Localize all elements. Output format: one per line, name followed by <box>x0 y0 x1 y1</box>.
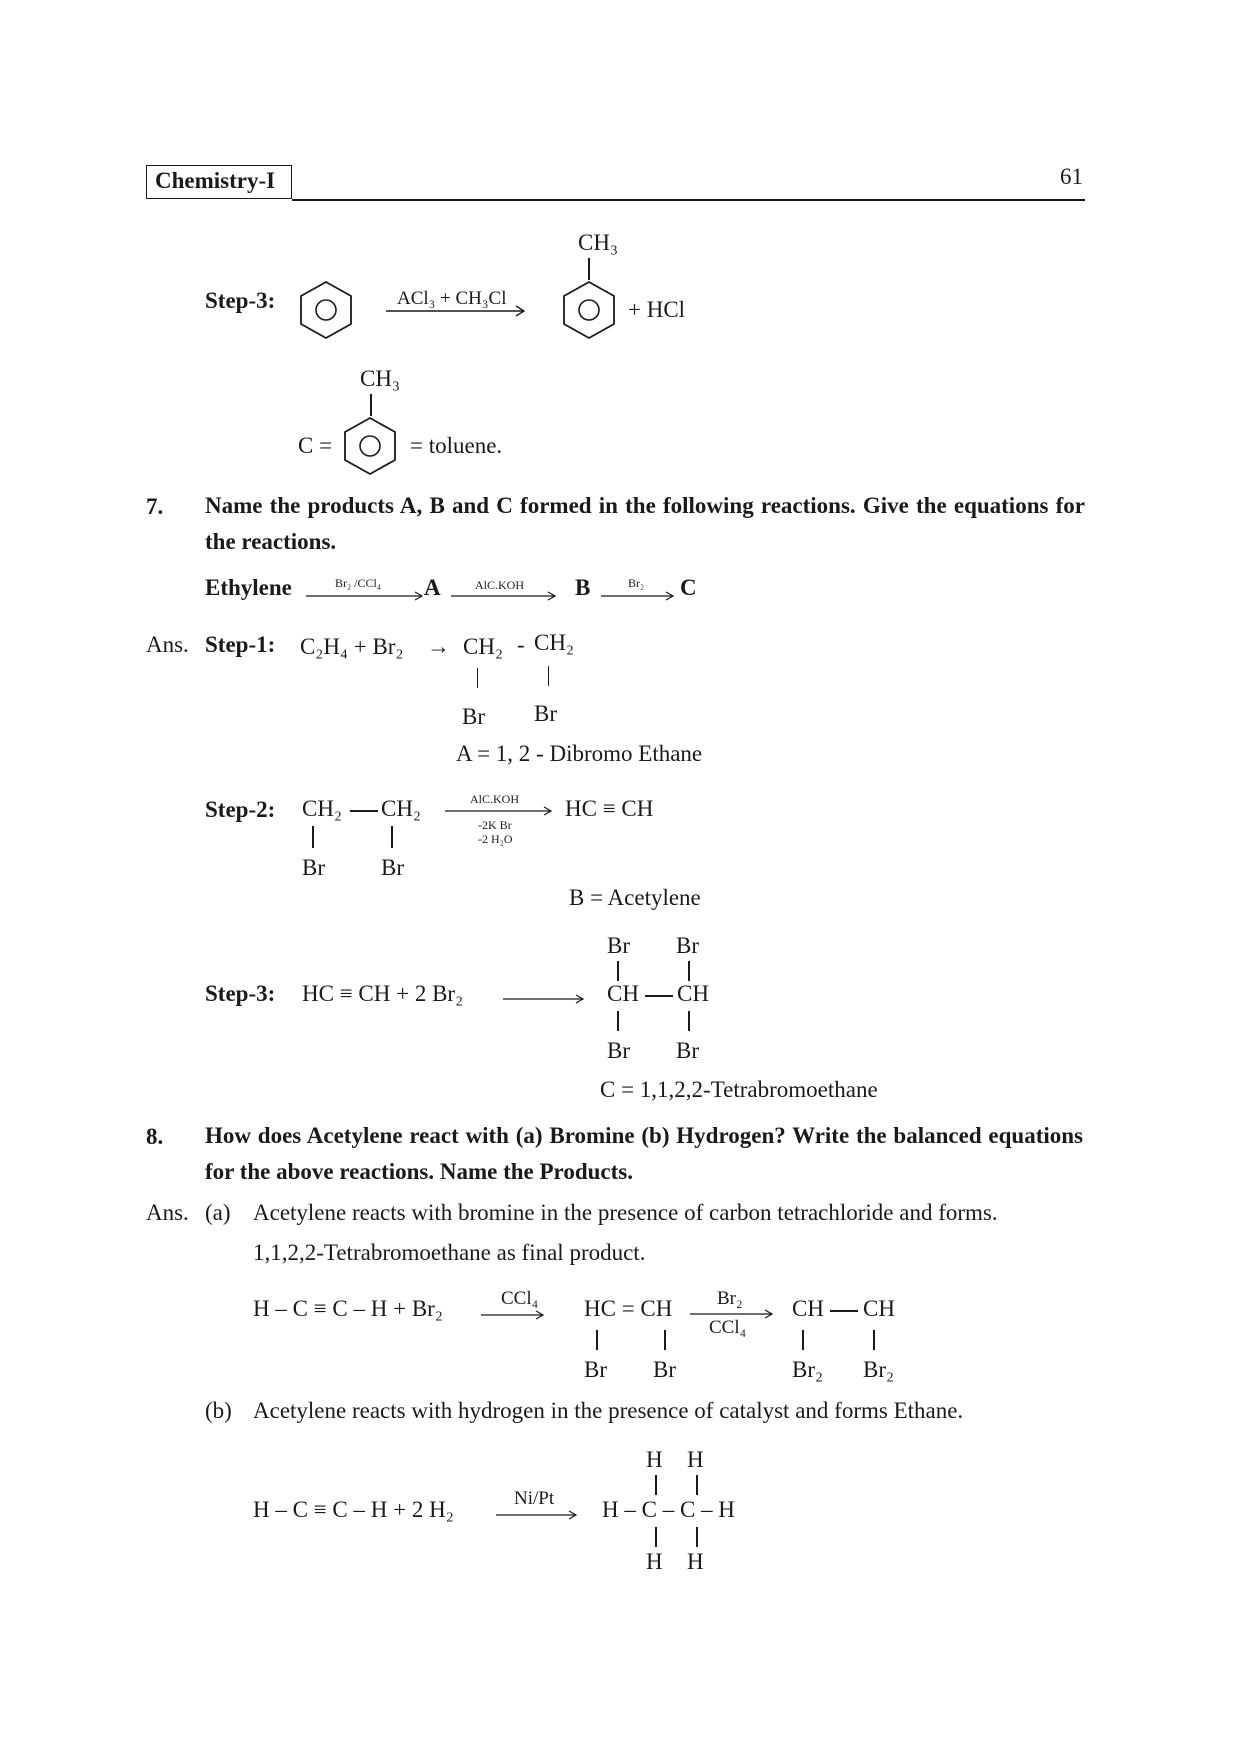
eq-a-reactant: H – C ≡ C – H + Br₂ <box>253 1296 443 1321</box>
step1-result: A = 1, 2 - Dibromo Ethane <box>456 741 703 766</box>
benzene-ring-icon <box>298 279 354 339</box>
step1-arrow: → <box>427 634 450 659</box>
c-lhs: C = <box>298 433 333 458</box>
step1-label: Step-1: <box>205 632 276 657</box>
q8-number: 8. <box>146 1124 164 1149</box>
step2-bond-1 <box>312 826 314 848</box>
eq-a-r2-top: Br₂ <box>717 1288 743 1309</box>
q7-text: Name the products A, B and C formed in the following reactions. Give the equations for the reactions. <box>205 493 1085 554</box>
eq-b-reactant: H – C ≡ C – H + 2 H₂ <box>253 1497 454 1522</box>
step3-bond-h <box>645 995 673 997</box>
eq-a-br2-2: Br₂ <box>863 1357 895 1382</box>
scheme-r2: AlC.KOH <box>475 578 525 592</box>
toluene-ring-icon <box>561 279 617 339</box>
step3-label-2: Step-3: <box>205 981 276 1006</box>
step2-bond-h <box>350 810 378 812</box>
step1-dash: - <box>517 632 525 657</box>
step3-arrow <box>503 994 587 1004</box>
step2-ch2-a: CH₂ <box>302 796 342 821</box>
eq-b-catalyst: Ni/Pt <box>514 1488 555 1509</box>
ans8-b-text: Acetylene reacts with hydrogen in the presence of catalyst and forms Ethane. <box>253 1398 964 1423</box>
eq-a-arrow-1 <box>481 1310 547 1320</box>
eq-a-bond-2 <box>664 1330 666 1350</box>
step2-reagent-bot2: -2 H₂O <box>478 832 513 846</box>
eq-b-bond-bot-1 <box>655 1527 657 1547</box>
c-ch3-bond <box>370 394 372 416</box>
step3-bond-top-1 <box>617 961 619 981</box>
header-rule <box>292 199 1085 201</box>
scheme-arrow-3 <box>601 591 677 601</box>
ans8-b-label: (b) <box>205 1398 232 1423</box>
eq-a-prod-bond-2 <box>873 1330 875 1350</box>
eq-a-br-2: Br <box>653 1357 676 1382</box>
step3-ch-1: CH <box>607 981 639 1006</box>
step3-br-top-1: Br <box>607 933 630 958</box>
eq-a-br2-1: Br₂ <box>792 1357 824 1382</box>
eq-a-prod-ch-1: CH <box>792 1296 824 1321</box>
step3-br-top-2: Br <box>676 933 699 958</box>
step2-bond-2 <box>391 826 393 848</box>
eq-a-prod-ch-2: CH <box>863 1296 895 1321</box>
step3-label: Step-3: <box>205 288 276 313</box>
ans8-a-text2: 1,1,2,2-Tetrabromoethane as final product. <box>253 1240 646 1265</box>
step1-br-2: Br <box>534 701 557 726</box>
step3-bond-bot-1 <box>617 1011 619 1031</box>
step2-ch2-b: CH₂ <box>381 796 421 821</box>
step1-bond-2 <box>548 666 549 686</box>
eq-b-h-bot-1: H <box>646 1549 663 1574</box>
step3-bond-bot-2 <box>688 1011 690 1031</box>
scheme-ethylene: Ethylene <box>205 575 292 600</box>
eq-a-bond-1 <box>596 1330 598 1350</box>
c-toluene-ring-icon <box>342 415 398 475</box>
eq-b-h-bot-2: H <box>687 1549 704 1574</box>
eq-a-br-1: Br <box>584 1357 607 1382</box>
q8-text: How does Acetylene react with (a) Bromine (b) Hydrogen? Write the balanced equations for the above reactions. Name the Products. <box>205 1123 1083 1184</box>
step2-br-2: Br <box>381 855 404 880</box>
eq-a-prod-bond-h <box>830 1310 858 1312</box>
eq-b-bond-top-1 <box>655 1475 657 1495</box>
scheme-b: B <box>575 575 591 600</box>
step3-result: C = 1,1,2,2-Tetrabromoethane <box>600 1077 878 1102</box>
step3-bond-top-2 <box>688 961 690 981</box>
eq-b-center: H – C – C – H <box>602 1497 735 1522</box>
eq-b-arrow <box>496 1510 580 1520</box>
step3-ch-2: CH <box>677 981 709 1006</box>
ans8-a-text1: Acetylene reacts with bromine in the presence of carbon tetrachloride and forms. <box>253 1200 998 1225</box>
step1-ch2-b: CH₂ <box>534 630 574 655</box>
step3-br-bot-2: Br <box>676 1038 699 1063</box>
step2-br-1: Br <box>302 855 325 880</box>
scheme-arrow-1 <box>306 591 426 601</box>
step3-reactant: HC ≡ CH + 2 Br₂ <box>302 981 464 1006</box>
scheme-r1: Br₂ /CCl₄ <box>335 576 382 590</box>
eq-a-r1: CCl₄ <box>501 1288 539 1309</box>
step1-br-1: Br <box>462 704 485 729</box>
eq-b-bond-bot-2 <box>696 1527 698 1547</box>
ch3-bond <box>588 258 590 280</box>
q7-number: 7. <box>146 494 164 519</box>
step2-result: B = Acetylene <box>569 885 701 910</box>
step2-label: Step-2: <box>205 797 276 822</box>
scheme-r3: Br₂ <box>628 576 645 590</box>
eq-b-bond-top-2 <box>696 1475 698 1495</box>
plus-hcl: + HCl <box>628 297 686 322</box>
step2-reagent-bot1: -2K Br <box>478 818 512 832</box>
scheme-arrow-2 <box>451 591 559 601</box>
ans8-label: Ans. <box>146 1200 189 1225</box>
c-ch3-label: CH₃ <box>360 366 400 391</box>
scheme-c: C <box>680 575 697 600</box>
step3-br-bot-1: Br <box>607 1038 630 1063</box>
eq-a-r2-bot: CCl₄ <box>709 1317 747 1338</box>
c-rhs: = toluene. <box>410 433 503 458</box>
step1-ch2-a: CH₂ <box>463 634 503 659</box>
step3-reagents: ACl₃ + CH₃Cl <box>397 288 507 309</box>
step1-bond-1 <box>477 668 478 688</box>
step2-product: HC ≡ CH <box>565 796 654 821</box>
toluene-ch3-label: CH₃ <box>578 230 618 255</box>
eq-b-h-top-1: H <box>646 1447 663 1472</box>
subject-title: Chemistry-I <box>155 168 276 193</box>
step2-reagent-top: AlC.KOH <box>470 792 520 806</box>
ans7-label: Ans. <box>146 632 189 657</box>
page-number: 61 <box>1060 164 1083 189</box>
ans8-a-label: (a) <box>205 1200 231 1225</box>
reaction-arrow <box>386 305 528 317</box>
scheme-a: A <box>424 575 441 600</box>
eq-a-prod-bond-1 <box>802 1330 804 1350</box>
step2-arrow <box>445 806 555 816</box>
eq-a-mid: HC = CH <box>584 1296 673 1321</box>
step1-reactants: C₂H₄ + Br₂ <box>300 634 404 659</box>
eq-b-h-top-2: H <box>687 1447 704 1472</box>
subject-box <box>146 165 292 199</box>
